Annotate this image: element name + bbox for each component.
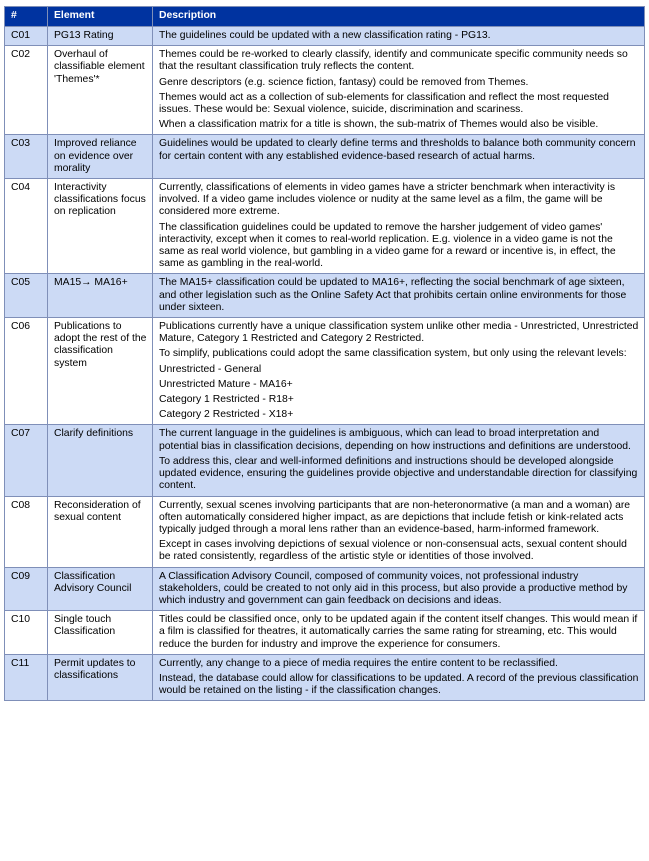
row-element: MA15→ MA16+ bbox=[48, 274, 153, 318]
description-paragraph: Unrestricted - General bbox=[159, 363, 262, 375]
row-description bbox=[153, 27, 645, 46]
row-element: Permit updates to classifications bbox=[48, 654, 153, 701]
row-description bbox=[153, 318, 645, 425]
description-paragraph: Category 1 Restricted - R18+ bbox=[159, 394, 294, 406]
row-description bbox=[153, 611, 645, 655]
row-description bbox=[153, 425, 645, 496]
description-paragraph: Currently, classifications of elements in video games have a stricter benchmark when interactivity is involved. If a video game includes violence or nudity at the same level as a film, the game will be considered more extreme. bbox=[159, 182, 616, 218]
row-id: C02 bbox=[5, 46, 48, 135]
description-paragraph: Category 2 Restricted - X18+ bbox=[159, 409, 294, 421]
table-row bbox=[5, 425, 645, 496]
row-description bbox=[153, 654, 645, 701]
table-row bbox=[5, 567, 645, 611]
header-description: Description bbox=[153, 7, 645, 27]
description-paragraph: Titles could be classified once, only to be updated again if the content itself changes. This would mean if a film is classified for theatres, it automatically carries the same rating for streaming, etc. This would reduce the burden for industry and improve the experience for consumers. bbox=[159, 614, 638, 650]
row-description bbox=[153, 179, 645, 274]
row-element: Overhaul of classifiable element 'Themes'* bbox=[48, 46, 153, 135]
description-paragraph: To simplify, publications could adopt the same classification system, but only using the relevant levels: bbox=[159, 348, 627, 360]
row-element: Clarify definitions bbox=[48, 425, 153, 496]
row-id: C09 bbox=[5, 567, 48, 611]
table-row bbox=[5, 27, 645, 46]
row-id: C03 bbox=[5, 135, 48, 179]
description-paragraph: Themes would act as a collection of sub-elements for classification and reflect the most requested issues. These would be: Sexual violence, suicide, discrimination and scariness. bbox=[159, 91, 609, 116]
description-paragraph: Genre descriptors (e.g. science fiction, fantasy) could be removed from Themes. bbox=[159, 76, 529, 88]
table-body bbox=[5, 27, 645, 701]
description-paragraph: The current language in the guidelines is ambiguous, which can lead to broad interpretation and potential bias in classification decisions, depending on how instructions and definitions are understood. bbox=[159, 428, 631, 452]
row-element: Single touch Classification bbox=[48, 611, 153, 655]
description-paragraph: Guidelines would be updated to clearly define terms and thresholds to balance both community concern for certain content with any established evidence-based research of actual harms. bbox=[159, 138, 636, 162]
row-description bbox=[153, 496, 645, 567]
recommendations-table bbox=[4, 6, 645, 701]
table-row bbox=[5, 496, 645, 567]
row-id: C08 bbox=[5, 496, 48, 567]
table-row bbox=[5, 135, 645, 179]
description-paragraph: A Classification Advisory Council, composed of community voices, not professional industry stakeholders, could be created to not only aid in this process, but also provide a productive method by which industry and government can gain feedback on decisions and ideas. bbox=[159, 570, 628, 606]
row-id: C10 bbox=[5, 611, 48, 655]
description-paragraph: The guidelines could be updated with a new classification rating - PG13. bbox=[159, 30, 491, 41]
row-description bbox=[153, 135, 645, 179]
row-element: Improved reliance on evidence over morality bbox=[48, 135, 153, 179]
description-paragraph: When a classification matrix for a title is shown, the sub-matrix of Themes would also be visible. bbox=[159, 119, 599, 131]
description-paragraph: Publications currently have a unique classification system unlike other media - Unrestricted, Unrestricted Mature, Category 1 Restricted and Category 2 Restricted. bbox=[159, 321, 639, 345]
table-row bbox=[5, 179, 645, 274]
row-id: C06 bbox=[5, 318, 48, 425]
row-description bbox=[153, 567, 645, 611]
table-row bbox=[5, 654, 645, 701]
table-row bbox=[5, 611, 645, 655]
table-row bbox=[5, 318, 645, 425]
table-row bbox=[5, 46, 645, 135]
row-element: Reconsideration of sexual content bbox=[48, 496, 153, 567]
description-paragraph: The classification guidelines could be updated to remove the harsher judgement of video games' interactivity, except when it comes to real-world replication. E.g. violence in a video game is not the same as real world violence, but gambling in a video game for a reward or incentive is, in effect, the same as gambling in the real-world. bbox=[159, 221, 616, 270]
description-paragraph: To address this, clear and well-informed definitions and instructions should be developed alongside updated evidence, ensuring the guidelines provide objective and understandable direction for classifying content. bbox=[159, 455, 638, 492]
row-element: Publications to adopt the rest of the classification system bbox=[48, 318, 153, 425]
description-paragraph: The MA15+ classification could be updated to MA16+, reflecting the social benchmark of age sixteen, and other legislation such as the Online Safety Act that prohibits certain online environments for those under sixteen. bbox=[159, 277, 627, 313]
row-description bbox=[153, 274, 645, 318]
header-row bbox=[5, 7, 645, 27]
row-id: C01 bbox=[5, 27, 48, 46]
row-element: PG13 Rating bbox=[48, 27, 153, 46]
description-paragraph: Unrestricted Mature - MA16+ bbox=[159, 378, 293, 390]
description-paragraph: Currently, any change to a piece of media requires the entire content to be reclassified. bbox=[159, 657, 558, 669]
description-paragraph: Instead, the database could allow for classifications to be updated. A record of the previous classification would be retained on the listing - if the classification changes. bbox=[159, 672, 639, 697]
row-description bbox=[153, 46, 645, 135]
row-element: Interactivity classifications focus on replication bbox=[48, 179, 153, 274]
description-paragraph: Themes could be re-worked to clearly classify, identify and communicate specific community needs so that the resultant classification truly reflects the content. bbox=[159, 49, 628, 73]
row-id: C11 bbox=[5, 654, 48, 701]
row-id: C07 bbox=[5, 425, 48, 496]
row-element: Classification Advisory Council bbox=[48, 567, 153, 611]
row-id: C05 bbox=[5, 274, 48, 318]
description-paragraph: Except in cases involving depictions of sexual violence or non-consensual acts, sexual content should be rated consistently, regardless of the artistic style or identities of those involved. bbox=[159, 539, 627, 563]
header-id: # bbox=[5, 7, 48, 27]
table-row bbox=[5, 274, 645, 318]
description-paragraph: Currently, sexual scenes involving participants that are non-heteronormative (a man and a woman) are often automatically considered higher impact, as are depictions that include fetish or kink-related acts typically judged through a moral lens rather than an evidence-based, harm-informed framework. bbox=[159, 499, 631, 535]
header-element: Element bbox=[48, 7, 153, 27]
row-id: C04 bbox=[5, 179, 48, 274]
